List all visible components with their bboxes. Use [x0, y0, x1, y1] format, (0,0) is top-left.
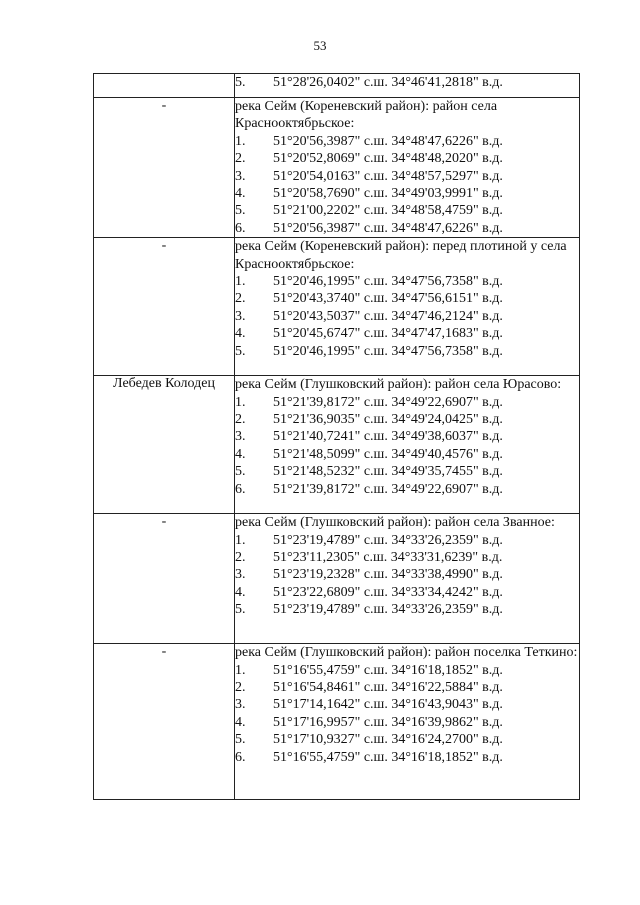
coordinate-point	[235, 325, 579, 342]
point-coordinates: 51°28'26,0402" с.ш. 34°46'41,2818" в.д.	[273, 75, 503, 90]
point-coordinates: 51°20'58,7690" с.ш. 34°49'03,9991" в.д.	[273, 186, 503, 202]
coordinates-table-body	[94, 74, 580, 800]
table-row	[94, 74, 580, 98]
coordinate-point	[235, 731, 579, 748]
point-number: 4.	[235, 446, 246, 462]
point-coordinates: 51°21'36,9035" с.ш. 34°49'24,0425" в.д.	[273, 412, 503, 428]
coordinate-point	[235, 714, 579, 731]
point-coordinates: 51°20'54,0163" с.ш. 34°48'57,5297" в.д.	[273, 168, 503, 184]
point-coordinates: 51°20'56,3987" с.ш. 34°48'47,6226" в.д.	[273, 220, 503, 236]
point-coordinates: 51°21'39,8172" с.ш. 34°49'22,6907" в.д.	[273, 394, 503, 410]
water-body-title: река Сейм (Глушковский район): район поселка Теткино:	[235, 645, 578, 661]
point-number: 4.	[235, 186, 246, 202]
coordinate-point	[235, 343, 579, 360]
locality-name-cell: -	[94, 644, 235, 800]
point-coordinates: 51°16'55,4759" с.ш. 34°16'18,1852" в.д.	[273, 749, 503, 765]
coordinate-point	[235, 185, 579, 202]
point-coordinates: 51°20'46,1995" с.ш. 34°47'56,7358" в.д.	[273, 343, 503, 359]
point-coordinates: 51°20'43,5037" с.ш. 34°47'46,2124" в.д.	[273, 308, 503, 324]
point-number: 4.	[235, 326, 246, 342]
point-coordinates: 51°21'39,8172" с.ш. 34°49'22,6907" в.д.	[273, 481, 503, 497]
point-number: 6.	[235, 481, 246, 497]
point-number: 3.	[235, 168, 246, 184]
point-number: 3.	[235, 567, 246, 583]
description-cell	[235, 376, 580, 514]
coordinate-point	[235, 662, 579, 679]
water-body-title: река Сейм (Кореневский район): перед плотиной у села Краснооктябрьское:	[235, 239, 567, 272]
point-number: 6.	[235, 749, 246, 765]
point-number: 3.	[235, 697, 246, 713]
point-coordinates: 51°21'48,5232" с.ш. 34°49'35,7455" в.д.	[273, 464, 503, 480]
point-coordinates: 51°20'56,3987" с.ш. 34°48'47,6226" в.д.	[273, 133, 503, 149]
point-coordinates: 51°21'40,7241" с.ш. 34°49'38,6037" в.д.	[273, 429, 503, 445]
point-number: 1.	[235, 394, 246, 410]
point-number: 5.	[235, 203, 246, 219]
point-number: 3.	[235, 429, 246, 445]
point-number: 1.	[235, 274, 246, 290]
coordinate-point	[235, 749, 579, 766]
point-coordinates: 51°23'19,4789" с.ш. 34°33'26,2359" в.д.	[273, 532, 503, 548]
locality-name-cell	[94, 74, 235, 98]
locality-name-cell: Лебедев Колодец	[94, 376, 235, 514]
point-coordinates: 51°16'55,4759" с.ш. 34°16'18,1852" в.д.	[273, 662, 503, 678]
coordinate-point	[235, 446, 579, 463]
point-number: 5.	[235, 75, 246, 90]
point-number: 3.	[235, 308, 246, 324]
point-coordinates: 51°16'54,8461" с.ш. 34°16'22,5884" в.д.	[273, 680, 503, 696]
description-cell	[235, 514, 580, 644]
coordinate-point	[235, 150, 579, 167]
point-coordinates: 51°23'11,2305" с.ш. 34°33'31,6239" в.д.	[273, 550, 503, 566]
coordinate-point	[235, 601, 579, 618]
coordinate-point	[235, 566, 579, 583]
coordinate-point	[235, 202, 579, 219]
point-number: 4.	[235, 714, 246, 730]
locality-name-cell: -	[94, 98, 235, 238]
description-cell	[235, 644, 580, 800]
locality-name-cell: -	[94, 514, 235, 644]
point-number: 1.	[235, 532, 246, 548]
coordinate-point	[235, 481, 579, 498]
description-cell	[235, 98, 580, 238]
point-coordinates: 51°21'48,5099" с.ш. 34°49'40,4576" в.д.	[273, 446, 503, 462]
table-row	[94, 514, 580, 644]
coordinate-point	[235, 584, 579, 601]
point-coordinates: 51°20'46,1995" с.ш. 34°47'56,7358" в.д.	[273, 274, 503, 290]
coordinate-point	[235, 220, 579, 237]
table-row	[94, 376, 580, 514]
locality-name-cell: -	[94, 238, 235, 376]
point-coordinates: 51°20'43,3740" с.ш. 34°47'56,6151" в.д.	[273, 291, 503, 307]
point-coordinates: 51°20'52,8069" с.ш. 34°48'48,2020" в.д.	[273, 151, 503, 167]
point-coordinates: 51°21'00,2202" с.ш. 34°48'58,4759" в.д.	[273, 203, 503, 219]
point-number: 5.	[235, 343, 246, 359]
point-number: 5.	[235, 732, 246, 748]
coordinate-point	[235, 428, 579, 445]
coordinate-point	[235, 74, 579, 91]
point-number: 2.	[235, 680, 246, 696]
coordinate-point	[235, 696, 579, 713]
table-row	[94, 238, 580, 376]
coordinate-point	[235, 273, 579, 290]
coordinate-point	[235, 308, 579, 325]
coordinate-point	[235, 549, 579, 566]
point-coordinates: 51°17'10,9327" с.ш. 34°16'24,2700" в.д.	[273, 732, 503, 748]
point-coordinates: 51°17'16,9957" с.ш. 34°16'39,9862" в.д.	[273, 714, 503, 730]
coordinate-point	[235, 411, 579, 428]
table-row	[94, 644, 580, 800]
description-cell	[235, 238, 580, 376]
coordinate-point	[235, 168, 579, 185]
coordinate-point	[235, 679, 579, 696]
point-coordinates: 51°23'22,6809" с.ш. 34°33'34,4242" в.д.	[273, 584, 503, 600]
page-number: 53	[313, 38, 327, 53]
point-number: 6.	[235, 220, 246, 236]
point-number: 5.	[235, 464, 246, 480]
coordinate-point	[235, 394, 579, 411]
table-row	[94, 98, 580, 238]
point-number: 2.	[235, 412, 246, 428]
coordinates-table	[93, 73, 580, 800]
coordinate-point	[235, 290, 579, 307]
point-coordinates: 51°17'14,1642" с.ш. 34°16'43,9043" в.д.	[273, 697, 503, 713]
point-number: 1.	[235, 133, 246, 149]
point-coordinates: 51°20'45,6747" с.ш. 34°47'47,1683" в.д.	[273, 326, 503, 342]
point-number: 2.	[235, 291, 246, 307]
description-cell	[235, 74, 580, 98]
water-body-title: река Сейм (Глушковский район): район села Званное:	[235, 515, 555, 531]
coordinate-point	[235, 532, 579, 549]
water-body-title: река Сейм (Кореневский район): район села Краснооктябрьское:	[235, 99, 498, 132]
point-number: 2.	[235, 550, 246, 566]
coordinate-point	[235, 463, 579, 480]
coordinate-point	[235, 133, 579, 150]
point-coordinates: 51°23'19,2328" с.ш. 34°33'38,4990" в.д.	[273, 567, 503, 583]
point-number: 1.	[235, 662, 246, 678]
water-body-title: река Сейм (Глушковский район): район села Юрасово:	[235, 377, 562, 393]
point-number: 4.	[235, 584, 246, 600]
point-number: 2.	[235, 151, 246, 167]
point-coordinates: 51°23'19,4789" с.ш. 34°33'26,2359" в.д.	[273, 602, 503, 618]
point-number: 5.	[235, 602, 246, 618]
